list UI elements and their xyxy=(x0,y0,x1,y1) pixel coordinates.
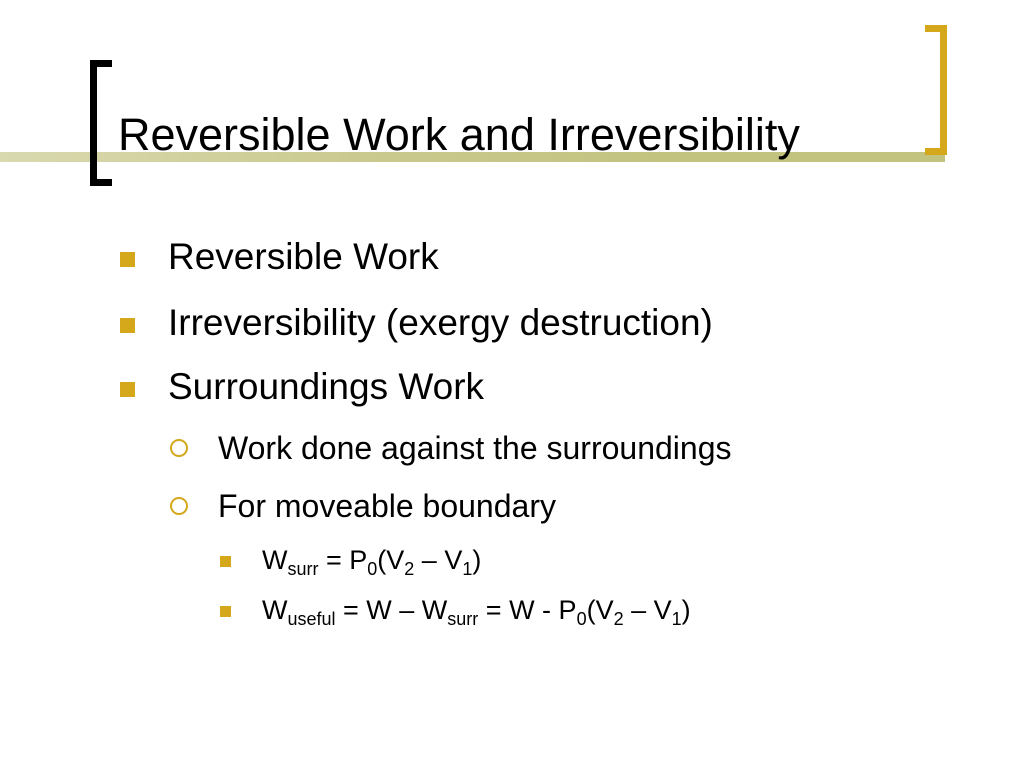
square-bullet-icon xyxy=(120,252,135,267)
equation-text: (V xyxy=(586,595,614,625)
equation-text: ) xyxy=(472,545,482,575)
square-bullet-icon xyxy=(220,556,231,567)
square-bullet-icon xyxy=(220,606,231,617)
equation-text: – V xyxy=(414,545,463,575)
surroundings-work-equation xyxy=(262,543,481,577)
equation-subscript: surr xyxy=(447,609,479,629)
equation-subscript: 0 xyxy=(367,559,378,579)
equation-text: = P xyxy=(318,545,368,575)
bullet-text: Surroundings Work xyxy=(168,366,485,407)
equation-subscript: 2 xyxy=(613,609,624,629)
equation-text: W xyxy=(262,545,288,575)
equation-subscript: useful xyxy=(287,609,336,629)
square-bullet-icon xyxy=(120,318,135,333)
equation-text: – V xyxy=(623,595,672,625)
equation-text: W xyxy=(262,595,288,625)
equation-subscript: 0 xyxy=(576,609,587,629)
square-bullet-icon xyxy=(120,382,135,397)
equation-subscript: 1 xyxy=(462,559,473,579)
equation-subscript: 2 xyxy=(404,559,415,579)
bullet-text: Reversible Work xyxy=(168,236,439,277)
equation-text: ) xyxy=(681,595,691,625)
sub-bullet-text: For moveable boundary xyxy=(218,488,556,524)
equation-text: = W – W xyxy=(335,595,448,625)
sub-bullet-text: Work done against the surroundings xyxy=(218,430,732,466)
equation-text: (V xyxy=(377,545,405,575)
left-bracket-decoration xyxy=(90,60,112,186)
circle-bullet-icon xyxy=(170,497,188,515)
useful-work-equation xyxy=(262,593,691,627)
equation-subscript: 1 xyxy=(671,609,682,629)
bullet-text: Irreversibility (exergy destruction) xyxy=(168,302,713,343)
equation-text: = W - P xyxy=(478,595,577,625)
right-bracket-decoration xyxy=(925,25,947,155)
circle-bullet-icon xyxy=(170,439,188,457)
equation-subscript: surr xyxy=(287,559,319,579)
slide-title: Reversible Work and Irreversibility xyxy=(118,109,800,160)
